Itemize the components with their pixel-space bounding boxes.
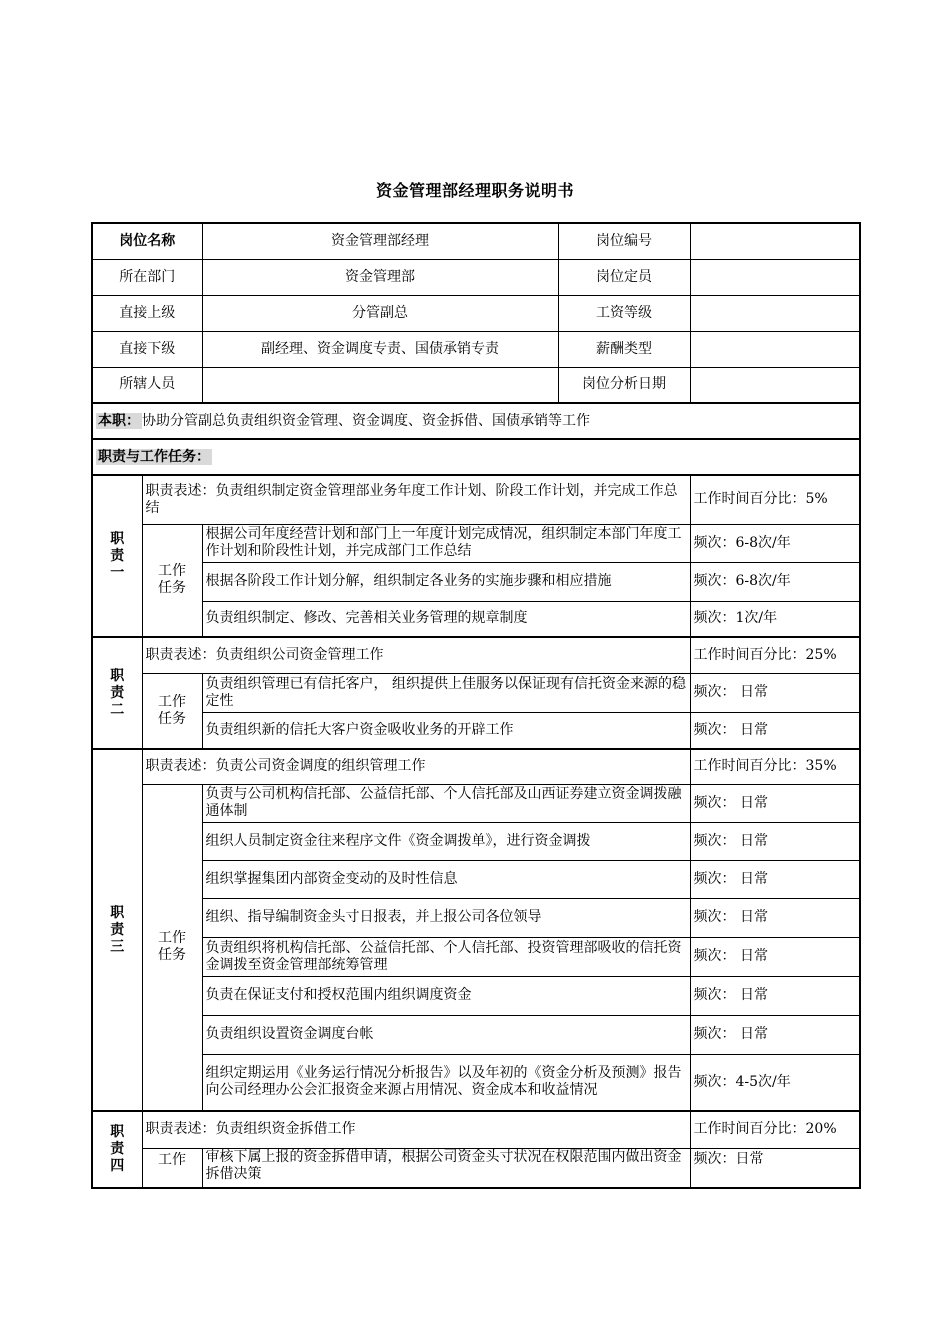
field-value xyxy=(690,367,860,403)
field-label: 薪酬类型 xyxy=(558,331,690,367)
field-value xyxy=(690,223,860,259)
job-description-table xyxy=(91,222,861,1189)
work-tasks-text: 工作 xyxy=(158,1151,186,1168)
work-tasks-text: 工作任务 xyxy=(158,563,186,597)
main-duty-text: 协助分管副总负责组织资金管理、资金调度、资金拆借、国债承销等工作 xyxy=(142,412,590,429)
work-tasks-text: 工作任务 xyxy=(158,693,186,727)
duty-name: 职责四 xyxy=(110,1124,125,1174)
task-item: 负责组织管理已有信托客户， 组织提供上佳服务以保证现有信托资金来源的稳定性 xyxy=(202,673,690,712)
duties-header-label: 职责与工作任务： xyxy=(98,448,210,465)
duty-description xyxy=(142,1111,690,1148)
task-item: 负责组织将机构信托部、公益信托部、个人信托部、投资管理部吸收的信托资金调拨至资金管理部统筹管理 xyxy=(202,937,690,976)
task-frequency: 频次：日常 xyxy=(690,1148,860,1188)
field-label: 岗位名称 xyxy=(92,223,202,259)
main-duty xyxy=(92,403,860,439)
duty-description-text: 负责公司资金调度的组织管理工作 xyxy=(215,758,426,775)
field-value xyxy=(690,331,860,367)
task-frequency: 频次： 日常 xyxy=(690,976,860,1015)
task-item: 组织、指导编制资金头寸日报表，并上报公司各位领导 xyxy=(202,898,690,937)
time-percentage: 工作时间百分比：25% xyxy=(690,637,860,673)
duty-4-label xyxy=(92,1111,142,1188)
task-frequency: 频次： 日常 xyxy=(690,784,860,822)
task-item: 负责与公司机构信托部、公益信托部、个人信托部及山西证券建立资金调拨融通体制 xyxy=(202,784,690,822)
duty-name: 职责二 xyxy=(110,667,125,718)
task-item: 组织掌握集团内部资金变动的及时性信息 xyxy=(202,860,690,898)
duty-description-label: 职责表述： xyxy=(145,1121,216,1138)
field-value: 分管副总 xyxy=(202,295,558,331)
duty-description-label: 职责表述： xyxy=(145,646,216,663)
page-title: 资金管理部经理职务说明书 xyxy=(375,181,574,200)
task-item: 审核下属上报的资金拆借申请，根据公司资金头寸状况在权限范围内做出资金拆借决策 xyxy=(202,1148,690,1188)
task-item: 组织人员制定资金往来程序文件《资金调拨单》，进行资金调拨 xyxy=(202,822,690,860)
field-label: 所在部门 xyxy=(92,259,202,295)
task-frequency: 频次：6-8次/年 xyxy=(690,562,860,601)
field-label: 所辖人员 xyxy=(92,367,202,403)
field-value xyxy=(690,259,860,295)
duty-2-label xyxy=(92,637,142,749)
duty-description-text: 负责组织资金拆借工作 xyxy=(215,1121,356,1138)
task-frequency: 频次： 日常 xyxy=(690,1015,860,1054)
task-frequency: 频次： 日常 xyxy=(690,898,860,937)
duty-description-label: 职责表述： xyxy=(145,482,216,499)
field-value xyxy=(202,367,558,403)
task-frequency: 频次： 日常 xyxy=(690,822,860,860)
field-label: 直接上级 xyxy=(92,295,202,331)
duty-3-label xyxy=(92,749,142,1111)
duties-header xyxy=(92,439,860,475)
work-tasks-text: 工作任务 xyxy=(158,930,186,964)
duty-description-text: 负责组织公司资金管理工作 xyxy=(215,646,384,663)
field-value: 副经理、资金调度专责、国债承销专责 xyxy=(202,331,558,367)
task-item: 负责组织新的信托大客户资金吸收业务的开辟工作 xyxy=(202,712,690,749)
field-value xyxy=(690,295,860,331)
duty-description-text: 负责组织制定资金管理部业务年度工作计划、阶段工作计划，并完成工作总结 xyxy=(145,482,678,516)
duty-description xyxy=(142,475,690,524)
task-item: 根据公司年度经营计划和部门上一年度计划完成情况，组织制定本部门年度工作计划和阶段性计划，并完成部门工作总结 xyxy=(202,524,690,562)
task-item: 负责在保证支付和授权范围内组织调度资金 xyxy=(202,976,690,1015)
task-frequency: 频次： 日常 xyxy=(690,860,860,898)
task-frequency: 频次：4-5次/年 xyxy=(690,1054,860,1111)
duty-description-label: 职责表述： xyxy=(145,758,216,775)
duty-name: 职责三 xyxy=(110,904,125,955)
field-value: 资金管理部经理 xyxy=(202,223,558,259)
work-tasks-label xyxy=(142,524,202,637)
field-label: 岗位编号 xyxy=(558,223,690,259)
task-frequency: 频次： 日常 xyxy=(690,937,860,976)
work-tasks-label xyxy=(142,784,202,1111)
task-item: 根据各阶段工作计划分解，组织制定各业务的实施步骤和相应措施 xyxy=(202,562,690,601)
task-frequency: 频次： 日常 xyxy=(690,712,860,749)
field-label: 直接下级 xyxy=(92,331,202,367)
task-item: 组织定期运用《业务运行情况分析报告》以及年初的《资金分析及预测》报告向公司经理办公会汇报资金来源占用情况、资金成本和收益情况 xyxy=(202,1054,690,1111)
time-percentage: 工作时间百分比：20% xyxy=(690,1111,860,1148)
duty-1-label xyxy=(92,475,142,637)
duty-name: 职责一 xyxy=(110,530,125,581)
field-label: 工资等级 xyxy=(558,295,690,331)
task-frequency: 频次：6-8次/年 xyxy=(690,524,860,562)
task-frequency: 频次： 日常 xyxy=(690,673,860,712)
work-tasks-label xyxy=(142,1148,202,1188)
duty-description xyxy=(142,749,690,784)
work-tasks-label xyxy=(142,673,202,749)
task-item: 负责组织设置资金调度台帐 xyxy=(202,1015,690,1054)
field-label: 岗位定员 xyxy=(558,259,690,295)
task-item: 负责组织制定、修改、完善相关业务管理的规章制度 xyxy=(202,601,690,637)
main-duty-label: 本职： xyxy=(98,412,140,429)
task-frequency: 频次：1次/年 xyxy=(690,601,860,637)
field-value: 资金管理部 xyxy=(202,259,558,295)
field-label: 岗位分析日期 xyxy=(558,367,690,403)
time-percentage: 工作时间百分比：35% xyxy=(690,749,860,784)
duty-description xyxy=(142,637,690,673)
time-percentage: 工作时间百分比：5% xyxy=(690,475,860,524)
